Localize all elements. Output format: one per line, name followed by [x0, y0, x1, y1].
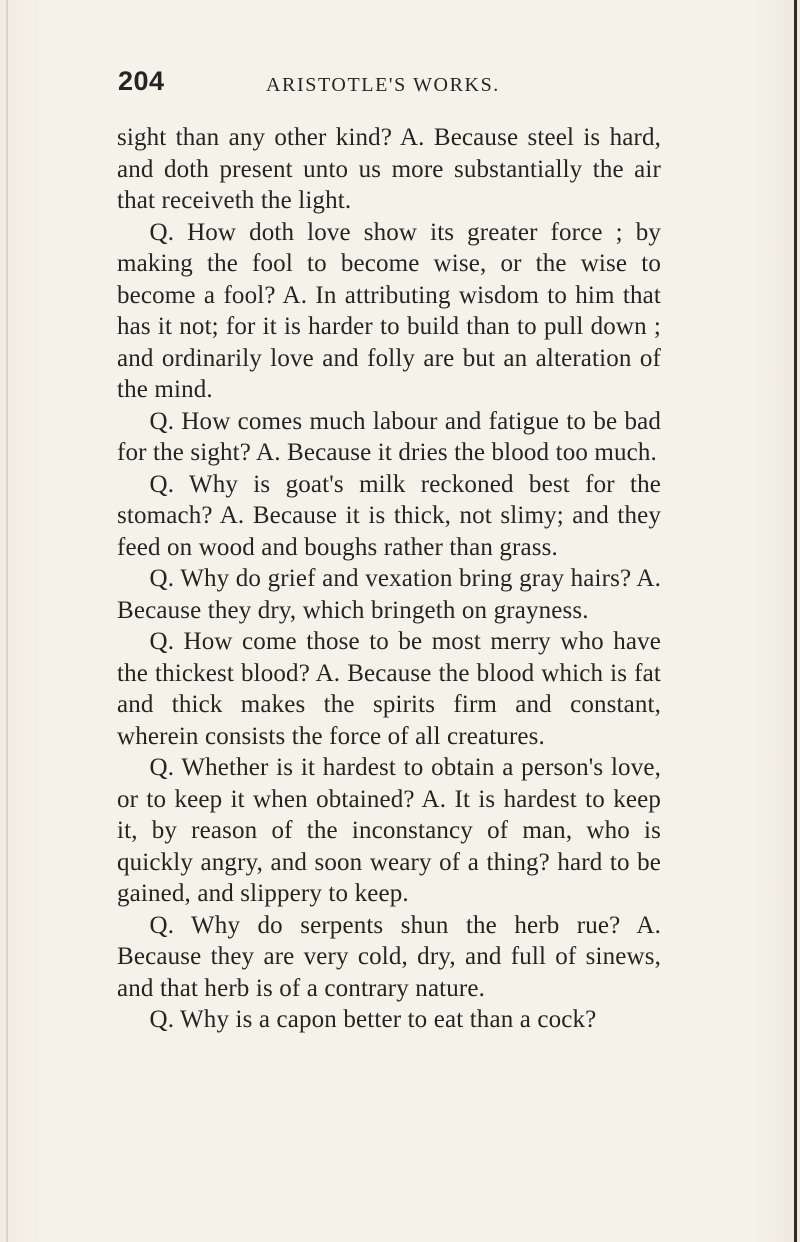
paragraph-goats-milk: Q. Why is goat's milk reckoned best for the stomach? A. Because it is thick, not slimy; and they feed on wood and boughs rather than grass.	[117, 470, 661, 561]
paragraph-keep-love: Q. Whether is it hardest to obtain a person's love, or to keep it when obtained? A. It is hardest to keep it, by reason of the inconstancy of man, who is quickly angry, and soon weary of a thing? hard to be gained, and slippery to keep.	[117, 754, 661, 907]
paragraph-thick-blood: Q. How come those to be most merry who have the thickest blood? A. Because the blood which is fat and thick makes the spirits firm and constant, wherein consists the force of all creatures.	[117, 628, 661, 750]
paragraph-continuation: sight than any other kind? A. Because steel is hard, and doth present unto us more substantially the air that receiveth the light.	[117, 124, 661, 214]
page-header	[118, 64, 678, 104]
page-right-edge	[794, 0, 797, 1242]
paragraph-capon-cock: Q. Why is a capon better to eat than a cock?	[149, 1006, 597, 1033]
page-number: 204	[118, 66, 165, 96]
page-left-edge	[6, 0, 8, 1242]
paragraph-labour-sight: Q. How comes much labour and fatigue to be bad for the sight? A. Because it dries the blood too much.	[117, 407, 661, 466]
paragraph-love-force: Q. How doth love show its greater force ; by making the fool to become wise, or the wise to become a fool? A. In attributing wisdom to him that has it not; for it is harder to build than to pull down ; and ordinarily love and folly are but an alteration of the mind.	[117, 218, 661, 403]
running-title: ARISTOTLE'S WORKS.	[266, 74, 500, 96]
paragraph-gray-hairs: Q. Why do grief and vexation bring gray hairs? A. Because they dry, which bringeth on grayness.	[117, 565, 661, 624]
paragraph-serpents-rue: Q. Why do serpents shun the herb rue? A. Because they are very cold, dry, and full of sinews, and that herb is of a contrary nature.	[117, 911, 661, 1002]
body-text	[117, 122, 661, 1036]
